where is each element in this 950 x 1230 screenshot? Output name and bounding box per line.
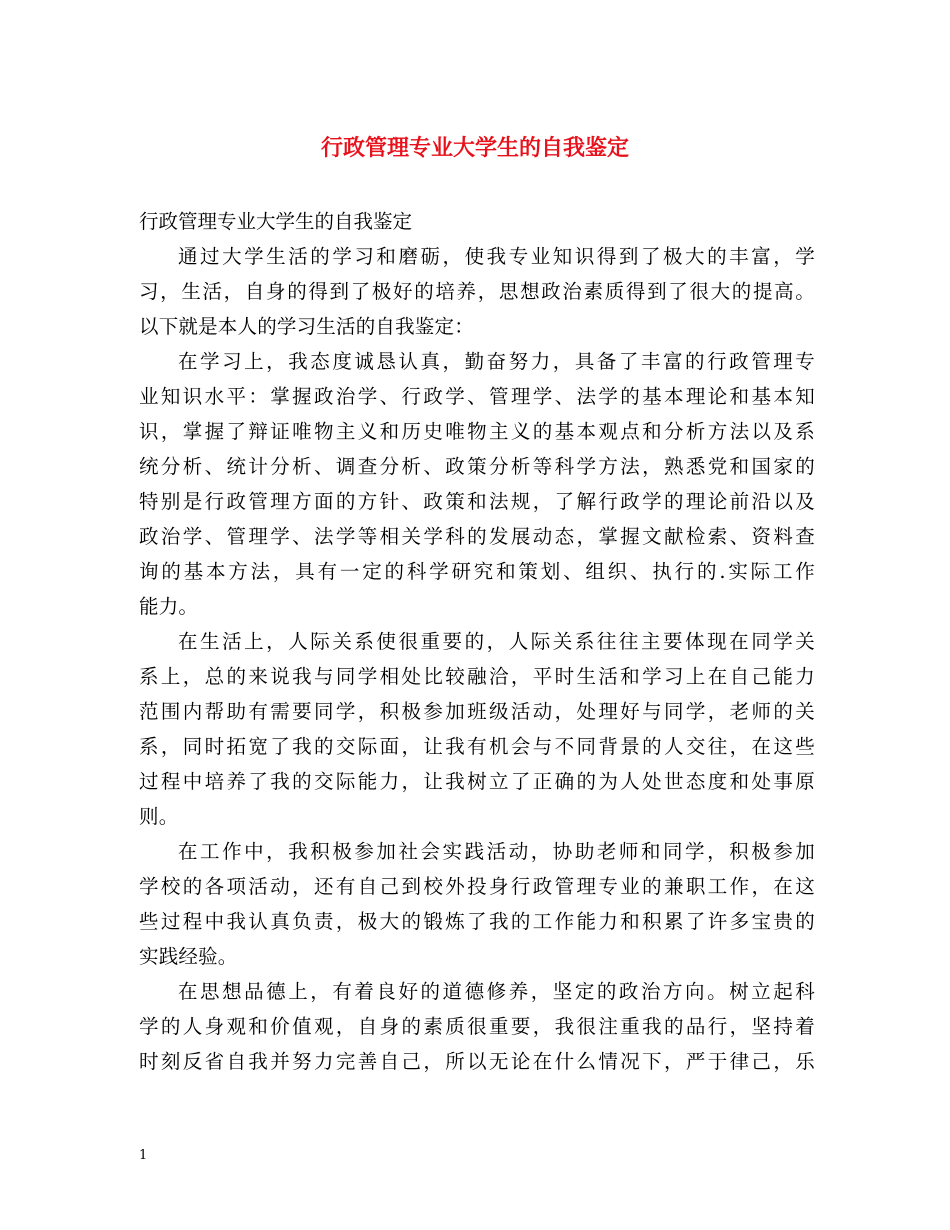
- paragraph: [139, 624, 815, 834]
- paragraph-line: 识，掌握了辩证唯物主义和历史唯物主义的基本观点和分析方法以及系: [139, 420, 815, 443]
- page-number: 1: [139, 1148, 148, 1163]
- paragraph-line: 在生活上，人际关系使很重要的，人际关系往往主要体现在同学关: [178, 630, 815, 653]
- paragraph: [139, 974, 815, 1079]
- paragraph: [139, 344, 815, 624]
- paragraph-line: 在学习上，我态度诚恳认真，勤奋努力，具备了丰富的行政管理专: [178, 350, 815, 373]
- paragraph-line: 系上，总的来说我与同学相处比较融洽，平时生活和学习上在自己能力: [139, 665, 815, 688]
- paragraph-line: 通过大学生活的学习和磨砺，使我专业知识得到了极大的丰富，学: [178, 245, 815, 268]
- paragraph-line: 特别是行政管理方面的方针、政策和法规，了解行政学的理论前沿以及: [139, 490, 815, 513]
- paragraph-line: 学的人身观和价值观，自身的素质很重要，我很注重我的品行，坚持着: [139, 1015, 815, 1038]
- paragraph-line: 则。: [139, 805, 179, 828]
- paragraphs-container: [139, 239, 815, 1079]
- paragraph-line: 时刻反省自我并努力完善自己，所以无论在什么情况下，严于律己，乐: [139, 1050, 815, 1073]
- heading-line: 行政管理专业大学生的自我鉴定: [139, 210, 413, 233]
- paragraph-line: 在思想品德上，有着良好的道德修养，坚定的政治方向。树立起科: [178, 980, 815, 1003]
- paragraph-line: 实践经验。: [139, 945, 238, 968]
- paragraph-line: 询的基本方法，具有一定的科学研究和策划、组织、执行的.实际工作: [139, 560, 815, 583]
- paragraph: [139, 834, 815, 974]
- document-body: [139, 204, 815, 1079]
- paragraph-line: 过程中培养了我的交际能力，让我树立了正确的为人处世态度和处事原: [139, 770, 815, 793]
- paragraph-line: 业知识水平：掌握政治学、行政学、管理学、法学的基本理论和基本知: [139, 385, 815, 408]
- paragraph-line: 政治学、管理学、法学等相关学科的发展动态，掌握文献检索、资料查: [139, 525, 815, 548]
- paragraph-line: 以下就是本人的学习生活的自我鉴定：: [139, 315, 474, 338]
- paragraph-line: 些过程中我认真负责，极大的锻炼了我的工作能力和积累了许多宝贵的: [139, 910, 815, 933]
- paragraph: [139, 239, 815, 344]
- document-title: 行政管理专业大学生的自我鉴定: [320, 135, 629, 161]
- paragraph-line: 学校的各项活动，还有自己到校外投身行政管理专业的兼职工作，在这: [139, 875, 815, 898]
- paragraph-line: 能力。: [139, 595, 199, 618]
- paragraph-line: 习，生活，自身的得到了极好的培养，思想政治素质得到了很大的提高。: [139, 280, 815, 303]
- paragraph-line: 在工作中，我积极参加社会实践活动，协助老师和同学，积极参加: [178, 840, 815, 863]
- paragraph-line: 范围内帮助有需要同学，积极参加班级活动，处理好与同学，老师的关: [139, 700, 815, 723]
- paragraph-line: 系，同时拓宽了我的交际面，让我有机会与不同背景的人交往，在这些: [139, 735, 815, 758]
- paragraph-line: 统分析、统计分析、调查分析、政策分析等科学方法，熟悉党和国家的: [139, 455, 815, 478]
